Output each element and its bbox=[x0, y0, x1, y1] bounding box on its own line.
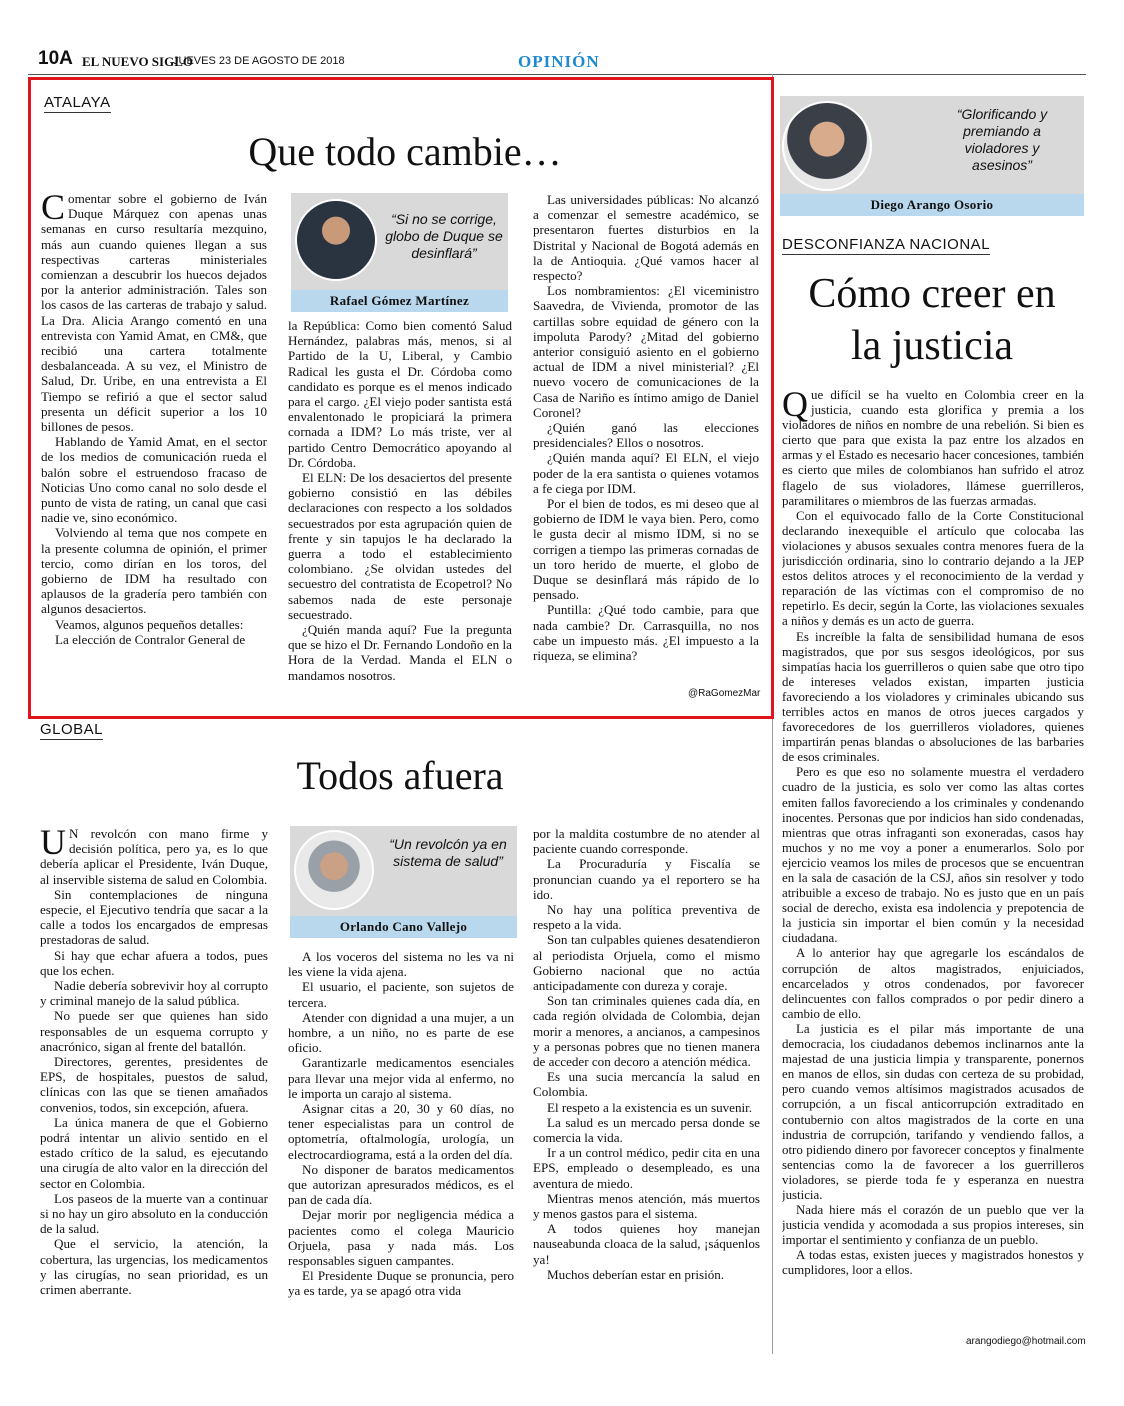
kicker-underline bbox=[782, 254, 990, 255]
article3-author-box bbox=[780, 96, 1084, 216]
author-photo bbox=[295, 199, 377, 281]
article3-body bbox=[782, 388, 1084, 1328]
paragraph: A los voceros del sistema no les va ni les viene la vida ajena. bbox=[288, 949, 514, 980]
paragraph: Por el bien de todos, es mi deseo que al gobierno de IDM le vaya bien. Pero, como le gusta decir al mismo IDM, si no se corrigen a tiempo las primeras cornadas de un toro herido de muerte, el globo de Duque se desinflará más rápido de lo pensado. bbox=[533, 496, 759, 603]
paragraph: El respeto a la existencia es un suvenir. bbox=[547, 1099, 753, 1115]
author-name: Orlando Cano Vallejo bbox=[290, 916, 517, 938]
paragraph: Veamos, algunos pequeños detalles: bbox=[55, 616, 244, 632]
top-rule bbox=[28, 74, 1086, 75]
article1-kicker bbox=[44, 94, 111, 113]
paragraph: La justicia es el pilar más importante de una democracia, los ciudadanos debemos inclinarnos ante la majestad de una justicia limpia y transparente, ponernos en manos de ellos, sin dudas con certeza de su probidad, pero cuando vemos altísimos magistrados acusados de corrupción, a un fiscal anticorrupción extraditado en contubernio con altos magistrados de la corte en una industria de corrupción, tarifando y vendiendo fallos, a otro pidiendo dinero por favorecer conceptos y finalmente sentencias como la de favorecer a los guerrilleros violadores, se pierde toda fe y esperanza en nuestra justicia. bbox=[782, 1021, 1084, 1202]
paragraph: Nada hiere más el corazón de un pueblo que ver la justicia vendida y acomodada a sus propios intereses, sin importar el sentimiento y confianza de un pueblo. bbox=[782, 1203, 1084, 1248]
pull-quote: “Si no se corrige, globo de Duque se desinflará” bbox=[385, 211, 503, 261]
author-email: arangodiego@hotmail.com bbox=[966, 1336, 1086, 1347]
paragraph: Es increíble la falta de sensibilidad humana de esos magistrados, que por sus sesgos ideológicos, por sus simpatías hacia los guerrilleros o quien sabe que otro tipo de intereses velados existan, imparten justicia favoreciendo a los violadores y criminales ubicando sus terribles actos en manos de otros jueces cargados y favorecedores de los guerrilleros violadores, quienes impartirán penas blandas o absoluciones de las barbaries de esos criminales. bbox=[782, 629, 1084, 765]
paragraph: La única manera de que el Gobierno podrá intentar un alivio sentido en el estado crítico de la salud, es ejecutando una cirugía de alto valor en la dirección del sector en Colombia. bbox=[40, 1114, 268, 1191]
paragraph: Muchos deberían estar en prisión. bbox=[547, 1266, 725, 1282]
article2-column-2 bbox=[288, 949, 514, 1344]
author-photo bbox=[294, 830, 374, 910]
article1-author-box bbox=[291, 193, 508, 312]
kicker-underline bbox=[44, 112, 111, 113]
paragraph: A lo anterior hay que agregarle los escándalos de corrupción de altos magistrados, enjuiciados, encarcelados y otros condenados, por favorecer delincuentes con fallos comprados o por pedir dinero a cambio de ello. bbox=[782, 946, 1084, 1021]
headline-line: Cómo creer en bbox=[808, 271, 1056, 317]
kicker-underline bbox=[40, 739, 103, 740]
section-title: OPINIÓN bbox=[518, 52, 600, 71]
paragraph: Atender con dignidad a una mujer, a un hombre, a un niño, no es parte de ese oficio. bbox=[288, 1009, 514, 1056]
headline-line: la justicia bbox=[850, 323, 1014, 369]
article1-column-2 bbox=[288, 318, 512, 704]
paragraph: No disponer de baratos medicamentos que autorizan apresurados médicos, es el pan de cada día. bbox=[288, 1161, 514, 1208]
article1-column-3 bbox=[533, 192, 759, 684]
paragraph: No puede ser que quienes han sido responsables de un esquema corrupto y anacrónico, sigan al frente del batallón. bbox=[40, 1008, 268, 1054]
paragraph: Con el equivocado fallo de la Corte Constitucional declarando inexequible el artículo que colocaba las violaciones y abusos sexuales contra menores fuera de la jurisdicción ordinaria, sino lo contrario dejando a la JEP estos delitos atroces y el reconocimiento de la verdad y reparación de las víctimas con el compromiso de no repetirlo. Es decir, según la Corte, las violaciones sexuales a niños y demás es un acto de guerra. bbox=[782, 508, 1084, 629]
pull-quote: “Un revolcón ya en sistema de salud” bbox=[389, 836, 507, 869]
article1-column-1 bbox=[41, 191, 267, 701]
paragraph: Directores, gerentes, presidentes de EPS, de hospitales, puestos de salud, clínicas con las que se tienen amañados convenios, todos, sin excepción, afuera. bbox=[40, 1054, 268, 1115]
paragraph: la República: Como bien comentó Salud Hernández, palabras más, menos, si al Partido de la U, Liberal, y Cambio Radical les gusta el Dr. Córdoba como candidato es porque es el menos indicado para el cargo. ¿El viejo poder santista está envalentonado le propiciará la primera cornada a IDM? Lo más triste, ver al partido Centro Democrático apoyando al Dr. Córdoba. bbox=[288, 318, 512, 470]
author-photo bbox=[782, 101, 872, 191]
paragraph: Asignar citas a 20, 30 y 60 días, no tener especialistas para un control de optometría, oftalmología, urología, un electrocardiograma, está a la orden del día. bbox=[288, 1101, 514, 1162]
paragraph: A todos quienes hoy manejan nauseabunda cloaca de la salud, ¡sáquenlos ya! bbox=[533, 1221, 760, 1267]
paragraph: Hablando de Yamid Amat, en el sector de los medios de comunicación rueda el balón sobre el estruendoso fracaso de Noticias Uno como canal no solo desde el punto de vista de rating, un canal que casi nadie ve, sino económico. bbox=[41, 434, 267, 526]
article2-headline: Todos afuera bbox=[296, 753, 504, 798]
paragraph: No hay una política preventiva de respeto a la vida. bbox=[533, 902, 760, 933]
paragraph: ¿Quién manda aquí? Fue la pregunta que se hizo el Dr. Fernando Londoño en la Hora de la Verdad. Manda el ELN o mandamos nosotros. bbox=[288, 622, 512, 683]
dropcap: U bbox=[40, 826, 66, 862]
page-number: 10A bbox=[38, 48, 73, 69]
paragraph: Volviendo al tema que nos compete en la presente columna de opinión, el primer tercio, como dirían en los toros, del gobierno de IDM ha resultado con aplausos de la gradería pero también con algunos desaciertos. bbox=[41, 525, 267, 617]
article3-kicker bbox=[782, 236, 990, 255]
paragraph: Mientras menos atención, más muertos y menos gastos para el sistema. bbox=[533, 1190, 760, 1222]
article3-headline bbox=[780, 268, 1084, 372]
article2-kicker bbox=[40, 721, 103, 740]
paragraph: Garantizarle medicamentos esenciales para llevar una mejor vida al enfermo, no le importa un carajo al sistema. bbox=[288, 1055, 514, 1101]
paragraph: Los nombramientos: ¿El viceministro Saavedra, de Vivienda, promotor de las cartillas sobre equidad de género con la impoluta Parody? ¿Mitad del gobierno anterior consiguió asiento en el gobierno actual de IDM a nivel ministerial? ¿El nuevo vocero de comunicaciones de la Casa de Nariño es íntimo amigo de Daniel Coronel? bbox=[533, 283, 759, 420]
paragraph: La salud es un mercado persa donde se comercia la vida. bbox=[533, 1114, 760, 1146]
paragraph: Son tan culpables quienes desatendieron al periodista Orjuela, como el mismo Gobierno nacional que no actúa anticipadamente con dureza y coraje. bbox=[533, 932, 760, 994]
paragraph: La Procuraduría y Fiscalía se pronuncian cuando ya el reportero se ha ido. bbox=[533, 856, 760, 902]
twitter-handle: @RaGomezMar bbox=[688, 688, 761, 699]
pull-quote: “Glorificando y premiando a violadores y asesinos” bbox=[956, 106, 1048, 173]
paragraph: Las universidades públicas: No alcanzó a comenzar el semestre académico, se presentaron fuertes disturbios en la Distrital y Nacional de Bogotá además en la de Antioquia. ¿Qué vamos hacer al respecto? bbox=[533, 192, 759, 284]
dropcap: C bbox=[41, 191, 66, 227]
paragraph: ue difícil se ha vuelto en Colombia creer en la justicia, cuando esta glorifica y premia a los violadores de niños en nombre de una rebelión. Si bien es cierto que para que exista la paz entre los alzados en armas y el Estado es necesario hacer concesiones, también es cierto que miles de colombianos han sufrido el atroz flagelo de sus violadores, llámese guerrilleros, paramilitares o miembros de las fuerzas armadas. bbox=[782, 388, 1084, 508]
article1-headline: Que todo cambie… bbox=[248, 129, 562, 174]
paragraph: Dejar morir por negligencia médica a pacientes como el colega Mauricio Orjuela, pasa y nada más. Los responsables siguen campantes. bbox=[288, 1207, 514, 1269]
paragraph: Sin contemplaciones de ninguna especie, el Ejecutivo tendría que sacar a la calle a todos los encargados de empresas prestadoras de salud. bbox=[40, 886, 268, 948]
paragraph: por la maldita costumbre de no atender al paciente cuando corresponde. bbox=[533, 826, 760, 857]
paragraph: A todas estas, existen jueces y magistrados honestos y cumplidores, loor a ellos. bbox=[782, 1248, 1084, 1278]
masthead bbox=[28, 48, 1088, 74]
paragraph: omentar sobre el gobierno de Iván Duque Márquez con apenas unas semanas en curso resultaría mezquino, más aun cuando quienes llegan a sus respectivas carteras ministeriales comienzan a descubrir los huecos dejados por la anterior administración. Tales son los casos de las carteras de trabajo y salud. La Dra. Alicia Arango comentó en una entrevista con Yamid Amat, en CM&, que recibió una cartera totalmente desbalanceada. A su vez, el Ministro de Salud, Dr. Uribe, en una entrevista a El Tiempo se refirió a que el sector salud presenta un déficit superior a los 10 billones de pesos. bbox=[41, 191, 267, 435]
paragraph: Ir a un control médico, pedir cita en una EPS, empleado o desempleado, es una aventura de miedo. bbox=[533, 1145, 760, 1191]
paragraph: El usuario, el paciente, son sujetos de tercera. bbox=[288, 979, 514, 1010]
dropcap: Q bbox=[782, 388, 808, 424]
paragraph: Que el servicio, la atención, la cobertura, las urgencias, los medicamentos y las cirugías, no sean prioridad, es un crimen aberrante. bbox=[40, 1236, 268, 1298]
paragraph: Pero es que eso no solamente muestra el verdadero cuadro de la justicia, es solo ver como las altas cortes emiten fallos favoreciendo a los criminales y condenando inocentes. Personas que por indicios han sido condenadas, mientras que otras infraganti son exoneradas, casos hay muchos y no me voy a poner a enumerarlos. Solo por ejercicio veamos los miles de procesos que se encuentran en la sala de casación de la CSJ, años sin resolver y todo atribuible a exceso de trabajo. No es justo que en un país social de derecho, exista esa indolencia y prepotencia de la justicia sin importar el bien común y la necesidad ciudadana. bbox=[782, 765, 1084, 946]
issue-date: JUEVES 23 DE AGOSTO DE 2018 bbox=[173, 55, 345, 67]
paragraph: Son tan criminales quienes cada día, en cada región olvidada de Colombia, dejan morir a menores, a ancianos, a campesinos y a personas pobres que no tienen manera de acceder con decoro a atención médica. bbox=[533, 993, 760, 1070]
paragraph: Es una sucia mercancía la salud en Colombia. bbox=[533, 1069, 760, 1100]
paragraph: Si hay que echar afuera a todos, pues que los echen. bbox=[40, 947, 268, 978]
newspaper-name: EL NUEVO SIGLO bbox=[82, 54, 193, 69]
paragraph: Nadie debería sobrevivir hoy al corrupto y criminal manejo de la salud pública. bbox=[40, 978, 268, 1009]
article2-column-1 bbox=[40, 826, 268, 1346]
author-name: Diego Arango Osorio bbox=[780, 194, 1084, 216]
paragraph: La elección de Contralor General de bbox=[55, 631, 246, 647]
article2-column-3 bbox=[533, 826, 760, 1346]
paragraph: Puntilla: ¿Qué todo cambie, para que nada cambie? Dr. Carrasquilla, no nos cabe un impuesto más. ¿El impuesto a la riqueza, se elimina? bbox=[533, 602, 759, 664]
author-name: Rafael Gómez Martínez bbox=[291, 290, 508, 312]
article1-kicker-text: ATALAYA bbox=[44, 94, 111, 111]
paragraph: El ELN: De los desaciertos del presente gobierno consistió en las débiles declaraciones con respecto a los soldados secuestrados por esta agrupación quien de frente y sin tapujos le ha declarado la guerra a todo el establecimiento colombiano. ¿Se olvidan ustedes del secuestro del contratista de Ecopetrol? No sabemos nada de este personaje secuestrado. bbox=[288, 470, 512, 622]
article3-kicker-text: DESCONFIANZA NACIONAL bbox=[782, 236, 991, 253]
paragraph: El Presidente Duque se pronuncia, pero ya es tarde, ya se apagó otra vida bbox=[288, 1268, 514, 1299]
paragraph: ¿Quién manda aquí? El ELN, el viejo poder de la era santista o quienes votamos a fe ciega por IDM. bbox=[533, 450, 759, 496]
paragraph: Los paseos de la muerte van a continuar si no hay un giro absoluto en la conducción de la salud. bbox=[40, 1190, 268, 1237]
article2-kicker-text: GLOBAL bbox=[40, 721, 104, 738]
paragraph: N revolcón con mano firme y decisión política, pero ya, es lo que debería aplicar el Presidente, Iván Duque, al inservible sistema de salud en Colombia. bbox=[40, 826, 268, 887]
paragraph: ¿Quién ganó las elecciones presidenciales? Ellos o nosotros. bbox=[533, 420, 759, 451]
article2-author-box bbox=[290, 826, 517, 938]
